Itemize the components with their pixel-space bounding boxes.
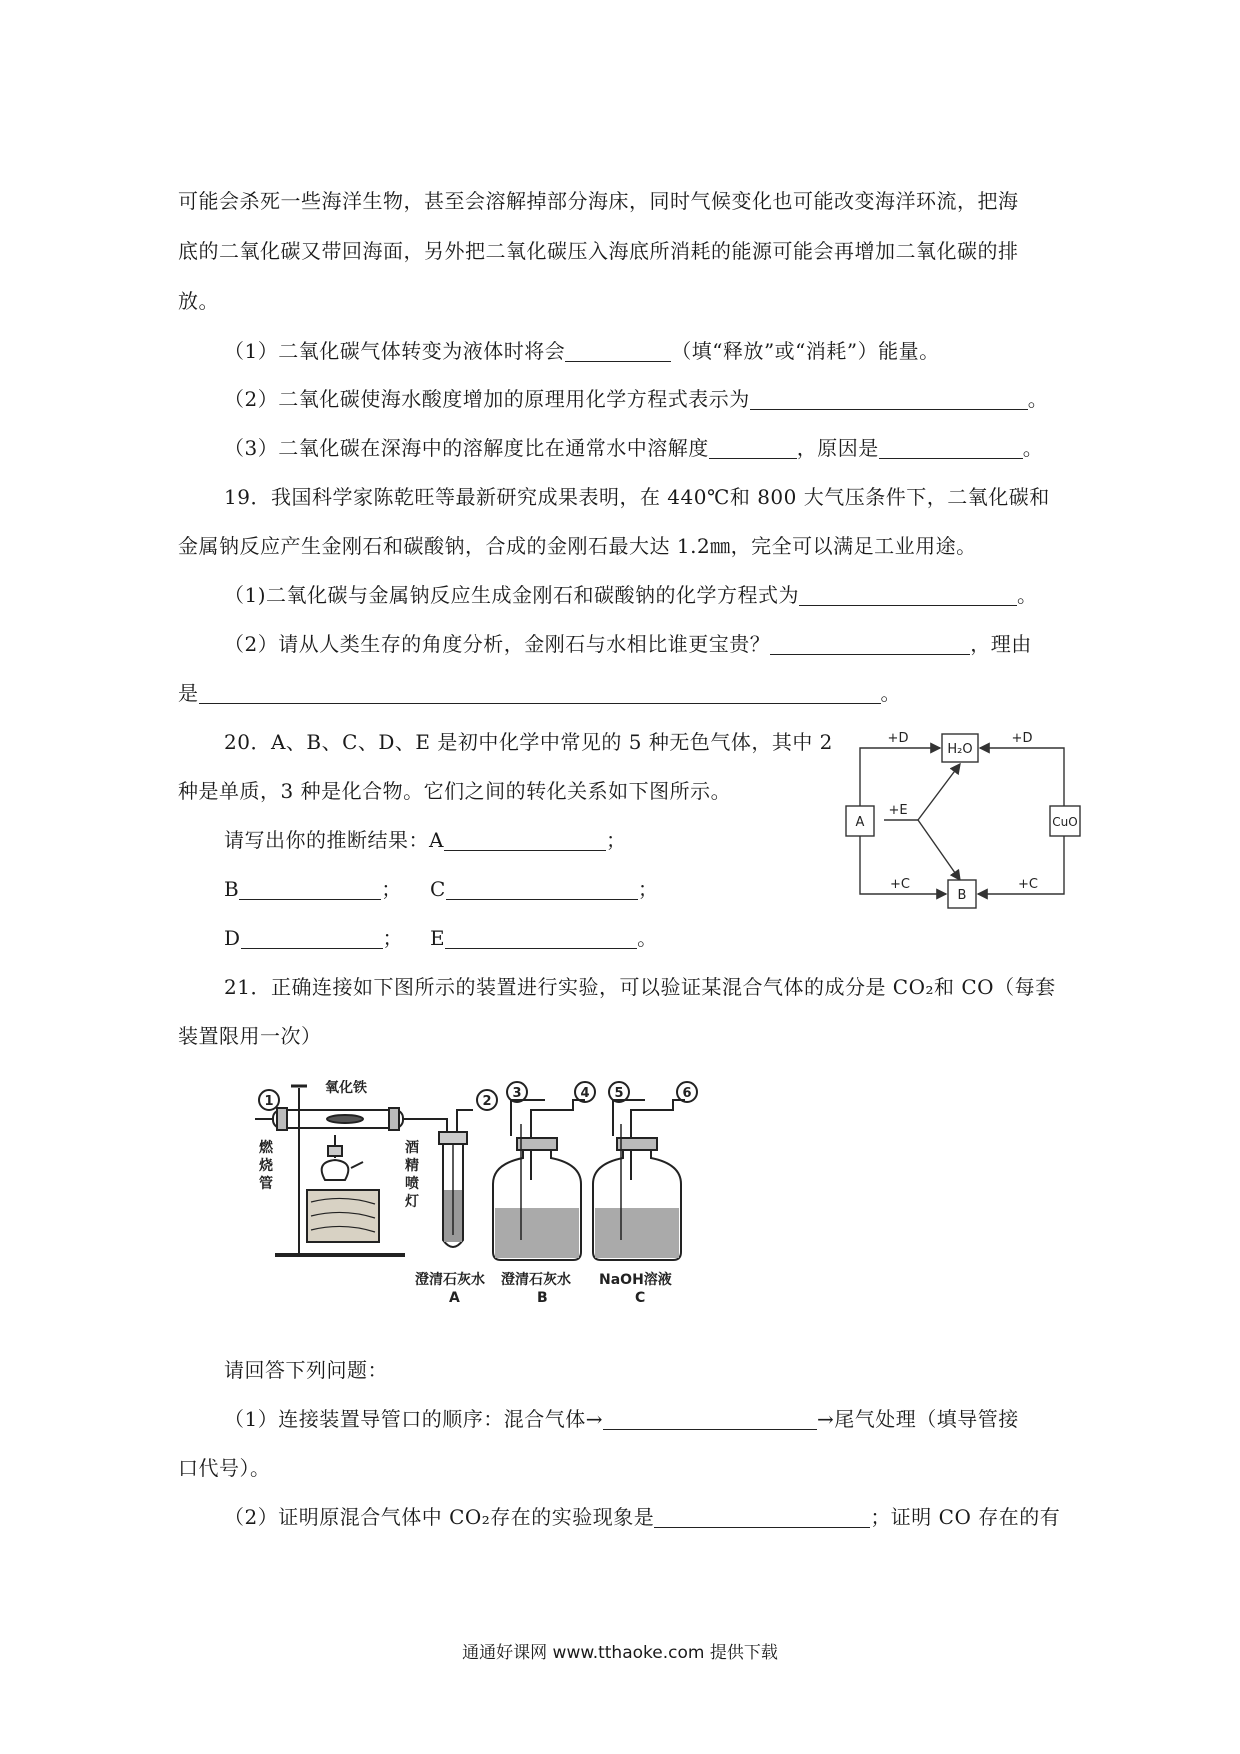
q21-part1 xyxy=(224,1405,1019,1433)
label-tube-1: 燃 xyxy=(259,1140,273,1156)
q20-stem-line-1: 20．A、B、C、D、E 是初中化学中常见的 5 种无色气体，其中 2 xyxy=(224,730,833,754)
q20-period: 。 xyxy=(637,926,658,950)
q20-prompt: 请写出你的推断结果：A xyxy=(224,828,444,852)
q19-part1-text: （1)二氧化碳与金属钠反应生成金刚石和碳酸钠的化学方程式为 xyxy=(224,583,800,607)
q19-stem-line-2: 金属钠反应产生金刚石和碳酸钠，合成的金刚石最大达 1.2㎜，完全可以满足工业用途。 xyxy=(178,534,977,558)
answer-blank[interactable] xyxy=(199,681,881,704)
q21-stem-line-1: 21．正确连接如下图所示的装置进行实验，可以验证某混合气体的成分是 CO₂和 CO（每套 xyxy=(224,975,1056,999)
q21-part1-text: （1）连接装置导管口的顺序：混合气体→ xyxy=(224,1407,603,1431)
answer-blank[interactable] xyxy=(799,583,1017,606)
bottle-b-inlet xyxy=(511,1100,545,1136)
q19-part2-text: （2）请从人类生存的角度分析，金刚石与水相比谁更宝贵？ xyxy=(224,632,771,656)
edge-label-d-right: +D xyxy=(1011,731,1033,746)
q20-b-label: B xyxy=(224,877,240,901)
q20-answer-c xyxy=(430,875,658,903)
label-lamp-2: 精 xyxy=(405,1158,419,1174)
answer-blank[interactable] xyxy=(603,1407,817,1430)
q20-e-label: E xyxy=(430,926,446,950)
tube-stopper-left xyxy=(277,1108,287,1130)
node-h2o-label: H₂O xyxy=(947,742,973,757)
q20-d-label: D xyxy=(224,926,241,950)
port-1: 1 xyxy=(264,1094,274,1109)
q19-part1-suffix: 。 xyxy=(1017,583,1038,607)
answer-blank[interactable] xyxy=(709,436,797,459)
q20-answer-d xyxy=(224,924,403,952)
q20-answer-e xyxy=(430,924,658,952)
edge-label-c-left: +C xyxy=(890,877,910,892)
answer-blank[interactable] xyxy=(565,339,671,362)
q21-part2-suffix: ；证明 CO 存在的有 xyxy=(870,1505,1061,1529)
q21-part1-cont: 口代号）。 xyxy=(178,1456,271,1480)
q20-c-label: C xyxy=(430,877,446,901)
q20-semicolon: ； xyxy=(382,926,404,950)
q18-part2-suffix: 。 xyxy=(1027,387,1049,411)
q19-part1 xyxy=(224,581,1038,609)
port-5: 5 xyxy=(614,1086,624,1101)
q18-part1-suffix: （填“释放”或“消耗”）能量。 xyxy=(671,339,940,363)
q18-part1-text: （1）二氧化碳气体转变为液体时将会 xyxy=(224,339,566,363)
q21-part1-suffix: →尾气处理（填导管接 xyxy=(816,1407,1019,1431)
arrow-branch-to-h2o xyxy=(918,764,960,820)
label-tube-3: 管 xyxy=(259,1176,273,1192)
q21-part2-text: （2）证明原混合气体中 CO₂存在的实验现象是 xyxy=(224,1505,655,1529)
letter-c: C xyxy=(635,1290,646,1306)
answer-blank[interactable] xyxy=(750,387,1028,410)
arrow-a-to-h2o xyxy=(860,748,940,806)
arrow-branch-to-b xyxy=(918,820,960,880)
edge-label-d-left: +D xyxy=(887,731,909,746)
node-b-label: B xyxy=(957,888,967,903)
label-tube-2: 烧 xyxy=(259,1158,273,1174)
answer-blank[interactable] xyxy=(770,632,970,655)
q19-stem-line-1: 19．我国科学家陈乾旺等最新研究成果表明，在 440℃和 800 大气压条件下，二氧化碳和 xyxy=(224,485,1050,509)
q20-semicolon: ； xyxy=(381,877,402,901)
letter-b: B xyxy=(537,1290,548,1306)
q21-ask: 请回答下列问题： xyxy=(224,1358,388,1382)
letter-a: A xyxy=(449,1290,460,1306)
node-cuo-label: CuO xyxy=(1052,815,1078,829)
answer-blank-c[interactable] xyxy=(446,877,638,900)
answer-blank[interactable] xyxy=(879,436,1023,459)
blowtorch-lamp xyxy=(322,1160,349,1180)
port-3: 3 xyxy=(512,1086,522,1101)
port-4: 4 xyxy=(580,1086,590,1101)
label-lamp-4: 灯 xyxy=(405,1194,419,1210)
q18-part1 xyxy=(224,337,940,365)
q18-part3-mid: ，原因是 xyxy=(796,436,879,460)
caption-c: NaOH溶液 xyxy=(599,1272,672,1288)
q20-semicolon: ； xyxy=(605,828,627,852)
q21-apparatus-figure xyxy=(255,1080,745,1310)
intro-line-1: 可能会杀死一些海洋生物，甚至会溶解掉部分海床，同时气候变化也可能改变海洋环流，把海 xyxy=(178,189,1019,213)
q21-stem-line-2: 装置限用一次） xyxy=(178,1024,322,1048)
q20-semicolon: ； xyxy=(637,877,659,901)
arrow-cuo-to-h2o xyxy=(980,748,1064,806)
q19-part2 xyxy=(224,630,1032,658)
label-iron-oxide: 氧化铁 xyxy=(325,1080,367,1096)
answer-blank-b[interactable] xyxy=(239,877,381,900)
answer-blank[interactable] xyxy=(654,1505,870,1528)
q18-part2 xyxy=(224,385,1048,413)
port-6: 6 xyxy=(682,1086,692,1101)
node-a-label: A xyxy=(855,815,865,830)
q18-part2-text: （2）二氧化碳使海水酸度增加的原理用化学方程式表示为 xyxy=(224,387,750,411)
q18-part3-text: （3）二氧化碳在深海中的溶解度比在通常水中溶解度 xyxy=(224,436,709,460)
q18-part3 xyxy=(224,434,1043,462)
iron-oxide-sample xyxy=(327,1115,363,1123)
q18-part3-suffix: 。 xyxy=(1022,436,1044,460)
page-footer: 通通好课网 www.tthaoke.com 提供下载 xyxy=(462,1643,778,1663)
q20-conversion-diagram xyxy=(838,728,1083,940)
bottle-c-inlet xyxy=(613,1100,645,1136)
answer-blank-e[interactable] xyxy=(445,926,637,949)
edge-label-c-right: +C xyxy=(1018,877,1038,892)
q19-part2-mid: ，理由 xyxy=(970,632,1032,656)
q20-stem-line-2: 种是单质，3 种是化合物。它们之间的转化关系如下图所示。 xyxy=(178,779,732,803)
q19-part2-cont-suffix: 。 xyxy=(880,681,901,705)
caption-a: 澄清石灰水 xyxy=(415,1272,485,1288)
q19-part2-cont xyxy=(178,679,901,707)
answer-blank-d[interactable] xyxy=(241,926,383,949)
label-lamp-3: 喷 xyxy=(405,1176,419,1192)
tube-stopper-right xyxy=(389,1108,399,1130)
port-2: 2 xyxy=(482,1094,492,1109)
q21-part2 xyxy=(224,1503,1060,1531)
q20-answer-a xyxy=(224,826,626,854)
q19-part2-cont-text: 是 xyxy=(178,681,199,705)
label-lamp-1: 酒 xyxy=(405,1140,419,1156)
intro-line-2: 底的二氧化碳又带回海面，另外把二氧化碳压入海底所消耗的能源可能会再增加二氧化碳的排 xyxy=(178,239,1019,263)
intro-line-3: 放。 xyxy=(178,289,219,313)
test-tube-stopper xyxy=(439,1132,467,1144)
edge-label-e: +E xyxy=(888,803,908,818)
answer-blank-a[interactable] xyxy=(444,828,606,851)
caption-b: 澄清石灰水 xyxy=(501,1272,571,1288)
q20-answer-b xyxy=(224,875,402,903)
